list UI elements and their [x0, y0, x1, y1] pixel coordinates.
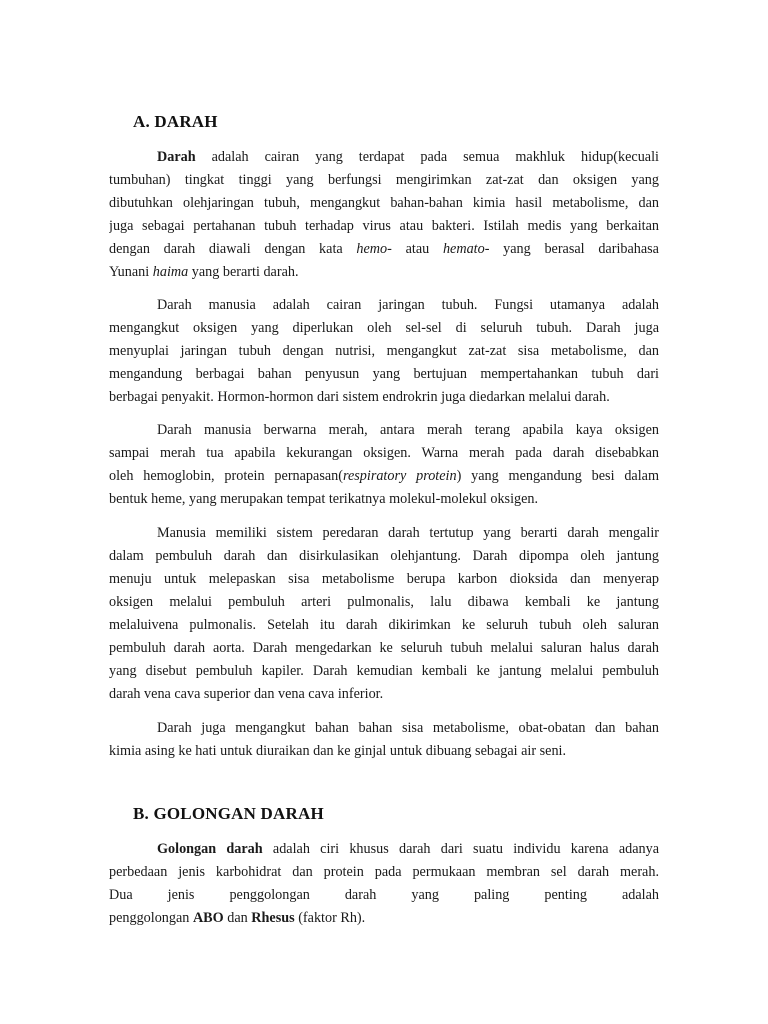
paragraph-line: menuju untuk melepaskan sisa metabolisme berupa karbon dioksida dan menyerap: [109, 571, 659, 587]
paragraph-line: [109, 238, 659, 261]
text-span: yang berasal daribahasa: [489, 241, 659, 257]
text-span: yang berarti darah.: [188, 264, 299, 280]
section-heading-darah: A. DARAH: [133, 112, 218, 131]
text-span: oleh hemoglobin, protein pernapasan(: [109, 468, 343, 484]
paragraph-line: [109, 465, 659, 488]
paragraph-line: perbedaan jenis karbohidrat dan protein pada permukaan membran sel darah merah.: [109, 864, 659, 880]
paragraph-line: pembuluh darah aorta. Darah mengedarkan ke seluruh tubuh melalui saluran halus darah: [109, 640, 659, 656]
paragraph-line: dalam pembuluh darah dan disirkulasikan olehjantung. Darah dipompa oleh jantung: [109, 548, 659, 564]
paragraph-line: darah vena cava superior dan vena cava inferior.: [109, 686, 384, 702]
paragraph-line: Darah manusia berwarna merah, antara merah terang apabila kaya oksigen: [157, 422, 659, 438]
italic-term: haima: [152, 264, 189, 280]
paragraph-line: Darah juga mengangkut bahan bahan sisa metabolisme, obat-obatan dan bahan: [157, 720, 659, 736]
italic-term: hemato-: [442, 241, 490, 257]
paragraph-line: Dua jenis penggolongan darah yang paling penting adalah: [109, 887, 659, 903]
paragraph-line: menyuplai jaringan tubuh dengan nutrisi, mengangkut zat-zat sisa metabolisme, dan: [109, 343, 659, 359]
paragraph-line: tumbuhan) tingkat tinggi yang berfungsi mengirimkan zat-zat dan oksigen yang: [109, 172, 659, 188]
italic-term: hemo-: [356, 241, 392, 257]
paragraph-line: Manusia memiliki sistem peredaran darah tertutup yang berarti darah mengalir: [157, 525, 659, 541]
text-span: ) yang mengandung besi dalam: [456, 468, 659, 484]
bold-term: Golongan darah: [157, 841, 263, 857]
bold-term: Darah: [157, 149, 196, 165]
paragraph-line: mengandung berbagai bahan penyusun yang bertujuan mempertahankan tubuh dari: [109, 366, 659, 382]
paragraph-line: dibutuhkan olehjaringan tubuh, mengangkut bahan-bahan kimia hasil metabolisme, dan: [109, 195, 659, 211]
paragraph-line: oksigen melalui pembuluh arteri pulmonalis, lalu dibawa kembali ke jantung: [109, 594, 659, 610]
paragraph-line: [109, 907, 659, 930]
text-span: adalah cairan yang terdapat pada semua makhluk hidup(kecuali: [195, 149, 659, 165]
italic-term: respiratory protein: [342, 468, 457, 484]
text-span: penggolongan: [109, 910, 193, 926]
paragraph-line: sampai merah tua apabila kekurangan oksigen. Warna merah pada darah disebabkan: [109, 445, 659, 461]
paragraph-line: melaluivena pulmonalis. Setelah itu darah dikirimkan ke seluruh tubuh oleh saluran: [109, 617, 659, 633]
bold-term: ABO: [192, 910, 224, 926]
paragraph-line: mengangkut oksigen yang diperlukan oleh sel-sel di seluruh tubuh. Darah juga: [109, 320, 659, 336]
text-span: dengan darah diawali dengan kata: [109, 241, 357, 257]
paragraph-line: bentuk heme, yang merupakan tempat terikatnya molekul-molekul oksigen.: [109, 491, 539, 507]
paragraph-line: kimia asing ke hati untuk diuraikan dan ke ginjal untuk dibuang sebagai air seni.: [109, 743, 567, 759]
text-span: dan: [223, 910, 252, 926]
section-heading-golongan-darah: B. GOLONGAN DARAH: [133, 804, 324, 823]
paragraph-line: berbagai penyakit. Hormon-hormon dari sistem endrokrin juga diedarkan melalui darah.: [109, 389, 610, 405]
text-span: adalah ciri khusus darah dari suatu individu karena adanya: [262, 841, 659, 857]
text-span: atau: [391, 241, 443, 257]
text-span: Yunani: [109, 264, 153, 280]
paragraph-line: Darah manusia adalah cairan jaringan tubuh. Fungsi utamanya adalah: [157, 297, 659, 313]
paragraph-line: [157, 838, 659, 861]
paragraph-line: yang disebut pembuluh kapiler. Darah kemudian kembali ke jantung melalui pembuluh: [109, 663, 659, 679]
paragraph-line: [157, 146, 659, 169]
text-span: (faktor Rh).: [294, 910, 366, 926]
paragraph-line: juga sebagai pertahanan tubuh terhadap virus atau bakteri. Istilah medis yang berkaitan: [109, 218, 659, 234]
bold-term: Rhesus: [251, 910, 295, 926]
paragraph-line: [109, 261, 659, 284]
